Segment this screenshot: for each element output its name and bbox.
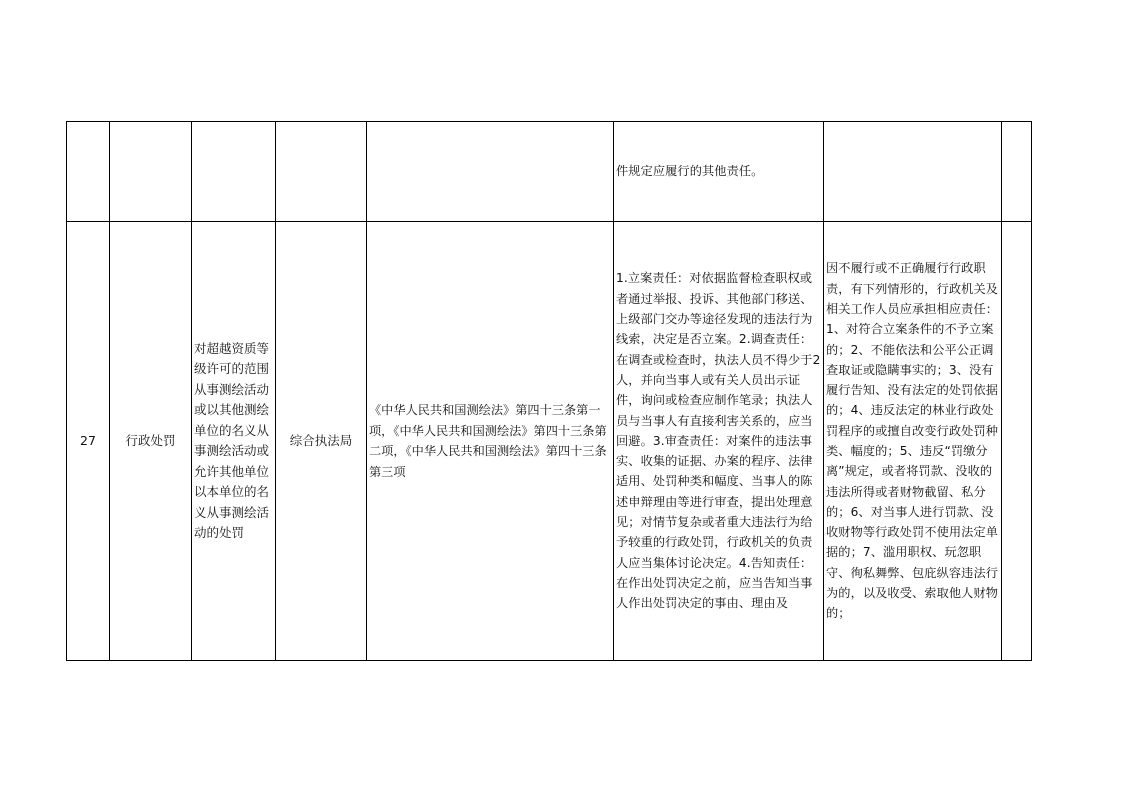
cell-item-name	[192, 122, 276, 222]
responsibility-table	[66, 121, 1032, 661]
cell-responsibility: 件规定应履行的其他责任。	[614, 122, 824, 222]
cell-number: 27	[67, 222, 110, 661]
cell-basis: 《中华人民共和国测绘法》第四十三条第一项，《中华人民共和国测绘法》第四十三条第二项，《中华人民共和国测绘法》第四十三条第三项	[367, 222, 614, 661]
cell-accountability	[824, 122, 1002, 222]
cell-department: 综合执法局	[276, 222, 367, 661]
cell-remark	[1002, 122, 1032, 222]
cell-item-name: 对超越资质等级许可的范围从事测绘活动或以其他测绘单位的名义从事测绘活动或允许其他单位以本单位的名义从事测绘活动的处罚	[192, 222, 276, 661]
table-row	[67, 122, 1032, 222]
cell-department	[276, 122, 367, 222]
cell-responsibility: 1.立案责任：对依据监督检查职权或者通过举报、投诉、其他部门移送、上级部门交办等途径发现的违法行为线索，决定是否立案。2.调查责任：在调查或检查时，执法人员不得少于2人，并向当事人或有关人员出示证件，询问或检查应制作笔录；执法人员与当事人有直接利害关系的，应当回避。3.审查责任：对案件的违法事实、收集的证据、办案的程序、法律适用、处罚种类和幅度、当事人的陈述申辩理由等进行审查，提出处理意见；对情节复杂或者重大违法行为给予较重的行政处罚，行政机关的负责人应当集体讨论决定。4.告知责任：在作出处罚决定之前，应当告知当事人作出处罚决定的事由、理由及	[614, 222, 824, 661]
table-row	[67, 222, 1032, 661]
cell-category: 行政处罚	[110, 222, 192, 661]
cell-number	[67, 122, 110, 222]
cell-category	[110, 122, 192, 222]
cell-remark	[1002, 222, 1032, 661]
cell-basis	[367, 122, 614, 222]
cell-accountability: 因不履行或不正确履行行政职责，有下列情形的，行政机关及相关工作人员应承担相应责任：1、对符合立案条件的不予立案的；2、不能依法和公平公正调查取证或隐瞒事实的；3、没有履行告知、没有法定的处罚依据的；4、违反法定的林业行政处罚程序的或擅自改变行政处罚种类、幅度的；5、违反“罚缴分离”规定，或者将罚款、没收的违法所得或者财物截留、私分的；6、对当事人进行罚款、没收财物等行政处罚不使用法定单据的；7、滥用职权、玩忽职守、徇私舞弊、包庇纵容违法行为的，以及收受、索取他人财物的；	[824, 222, 1002, 661]
